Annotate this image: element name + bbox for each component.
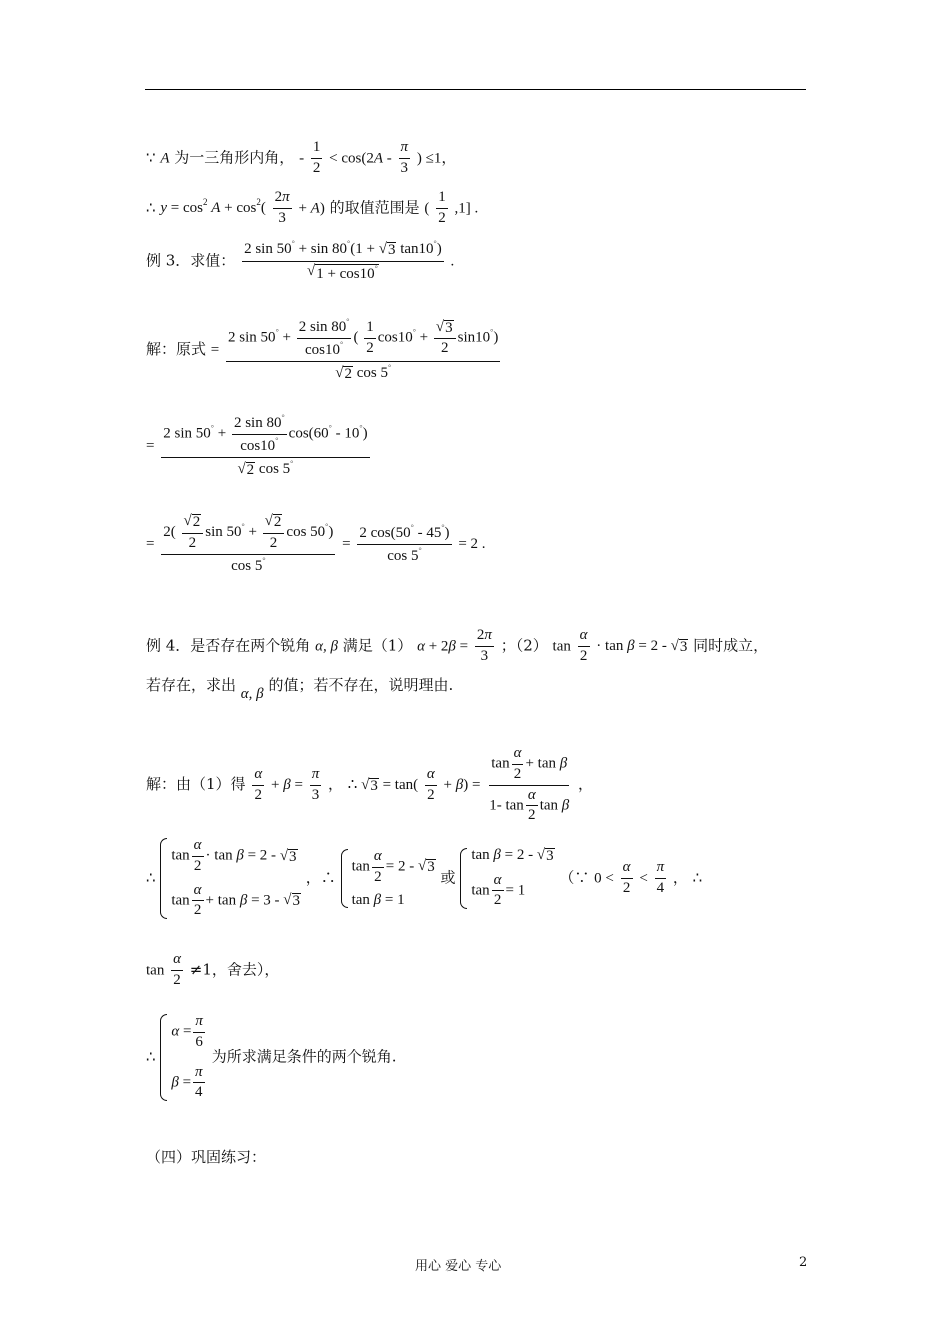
header-rule	[145, 89, 806, 90]
solution-3-step3: = 2( √ 2 2 sin 50° + √ 2 2 cos 50°) cos 5° = $\frac{2 \cos(50^\circ - 45^\circ)}{\cos 5^\circ}$ = 2 .	[146, 513, 486, 574]
page-number: 2	[799, 1255, 808, 1270]
example-4-line1: 例 4．是否存在两个锐角 α, β 满足（1） α + 2β = $\frac{2\pi}{3}$ ；（2） tan $\frac{\alpha}{2}$ · tan β = 2 - √ 3 同时成立，	[146, 627, 769, 664]
example-4-line2: 若存在，求出 α, β 的值；若不存在，说明理由.	[146, 676, 454, 702]
footer-slogan: 用心 爱心 专心	[415, 1259, 502, 1274]
solution-4-systems: ∴ tan $\frac{\alpha}{2}$ · tan β = 2 - √ 3 tan $\frac{\alpha}{2}$ + tan β = 3 - √ 3 ，∴ tan $\frac{\alpha}{2}$ = 2 - √ 3 tan β = 1 或 tan β = 2 - √ 3 tan $\frac{\alpha}{2}$ = 1 （∵ 0 < $\frac{\alpha}{2}$ < $\frac{\pi}{4}$ ， ∴	[146, 837, 703, 919]
solution-4-final: ∴ α = $\frac{\pi}{6}$ β = $\frac{\pi}{4}$ 为所求满足条件的两个锐角.	[146, 1013, 397, 1101]
solution-3-step2: = 2 sin 50° + $\frac{2 \sin 80^\circ}{\cos 10^\circ}$ cos(60° - 10°) √ 2 cos 5°	[146, 413, 368, 478]
example-3: 例 3．求值： 2 sin 50° + sin 80°(1 + √ 3 tan10°) √ 1 + cos10° .	[146, 239, 455, 282]
section-heading: （四）巩固练习：	[146, 1148, 267, 1166]
solution-4-discard: tan $\frac{\alpha}{2}$ ≠1，舍去），	[146, 951, 280, 988]
solution-3-step1: 解：原式 = 2 sin 50° + $\frac{2 \sin 80^\circ}{\cos 10^\circ}$ ( $\frac{1}{2}$ cos10° + √ 3 2 sin10°) √ 2 cos 5°	[146, 317, 499, 382]
solution-4-line1: 解：由（1）得 $\frac{\alpha}{2}$ + β = $\frac{\pi}{3}$ ， ∴ √ 3 = tan( $\frac{\alpha}{2}$ + β) = tan $\frac{\alpha}{2}$ + tan β 1- tan $\frac{\alpha}{2}$ tan β ，	[146, 745, 594, 824]
line-range: ∴ $y = \cos^2 A + \cos^2$( $\frac{2\pi}{3}$ + A) 的取值范围是 ( $\frac{1}{2}$ ,1] .	[146, 189, 479, 226]
line-triangle-angle: ∵ A 为一三角形内角， - $\frac{1}{2}$ < cos(2A - $\frac{\pi}{3}$ ) ≤1，	[146, 139, 457, 176]
